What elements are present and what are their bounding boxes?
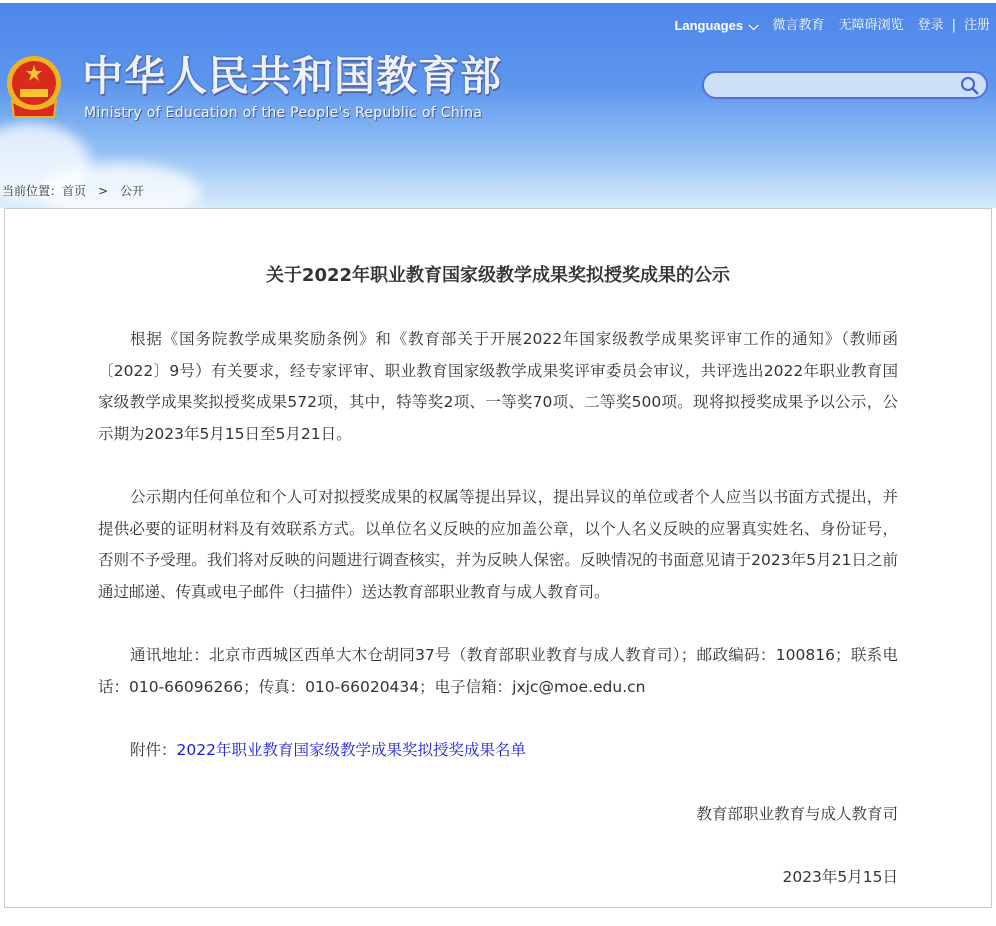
chevron-down-icon: ⌵: [748, 18, 759, 33]
nav-accessible[interactable]: 无障碍浏览: [838, 18, 904, 33]
search-box: [702, 71, 988, 99]
breadcrumb-separator: >: [98, 184, 109, 198]
top-nav: [660, 17, 990, 35]
article-title: 关于2022年职业教育国家级教学成果奖拟授奖成果的公示: [265, 265, 731, 286]
article-paragraph: 根据《国务院教学成果奖励条例》和《教育部关于开展2022年国家级教学成果奖评审工作的通知》（教师函〔2022〕9号）有关要求，经专家评审、职业教育国家级教学成果奖评审委员会审议，共评选出2022年职业教育国家级教学成果奖拟授奖成果572项，其中，特等奖2项、一等奖70项、二等奖500项。现将拟授奖成果予以公示，公示期为2023年5月15日至5月21日。: [98, 330, 898, 443]
attachment-link[interactable]: 2022年职业教育国家级教学成果奖拟授奖成果名单: [176, 741, 526, 759]
site-logo-title[interactable]: 中华人民共和国教育部: [82, 52, 502, 100]
article-paragraph: 通讯地址：北京市西城区西单大木仓胡同37号（教育部职业教育与成人教育司）；邮政编码：100816；联系电话：010-66096266；传真：010-66020434；电子信箱：jxjc@moe.edu.cn: [98, 646, 898, 696]
article-body: [98, 324, 898, 926]
attachment-label: 附件：: [130, 741, 177, 759]
breadcrumb-label: 当前位置：: [2, 184, 63, 198]
article-container: [4, 208, 992, 908]
article-paragraph: 公示期内任何单位和个人可对拟授奖成果的权属等提出异议，提出异议的单位或者个人应当以书面方式提出，并提供必要的证明材料及有效联系方式。以单位名义反映的应加盖公章，以个人名义反映的应署真实姓名、身份证号，否则不予受理。我们将对反映的问题进行调查核实，并为反映人保密。反映情况的书面意见请于2023年5月21日之前通过邮递、传真或电子邮件（扫描件）送达教育部职业教育与成人教育司。: [98, 488, 898, 601]
article-date: 2023年5月15日: [782, 868, 898, 886]
site-logo-subtitle: Ministry of Education of the People's Republic of China: [84, 105, 483, 121]
nav-weiyan[interactable]: 微言教育: [772, 18, 825, 33]
nav-separator: |: [951, 18, 956, 33]
attachment: [98, 735, 898, 767]
national-emblem-icon: [4, 55, 64, 121]
search-input[interactable]: [716, 73, 960, 99]
search-icon[interactable]: [960, 76, 980, 100]
article-signature: 教育部职业教育与成人教育司: [696, 804, 898, 823]
breadcrumb-current[interactable]: 公开: [120, 184, 145, 198]
nav-login[interactable]: 登录: [917, 18, 944, 33]
nav-register[interactable]: 注册: [963, 18, 990, 33]
breadcrumb-home[interactable]: 首页: [62, 184, 87, 198]
languages-menu[interactable]: [674, 17, 758, 35]
site-header: [0, 0, 996, 208]
breadcrumb: [2, 183, 144, 199]
languages-label: Languages: [674, 18, 744, 33]
